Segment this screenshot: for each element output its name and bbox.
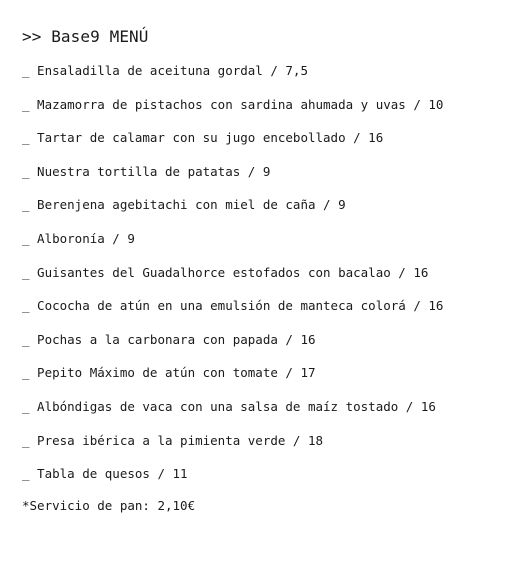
menu <box>22 26 502 515</box>
menu-item: _ Albóndigas de vaca con una salsa de maíz tostado / 16 <box>22 398 436 414</box>
menu-item: _ Pepito Máximo de atún con tomate / 17 <box>22 365 316 381</box>
menu-item: _ Alboronía / 9 <box>22 230 135 246</box>
menu-item: _ Pochas a la carbonara con papada / 16 <box>22 331 316 347</box>
menu-item: _ Mazamorra de pistachos con sardina ahumada y uvas / 10 <box>22 96 444 112</box>
menu-list <box>22 62 502 483</box>
menu-item: _ Presa ibérica a la pimienta verde / 18 <box>22 432 324 448</box>
bread-service-note: *Servicio de pan: 2,10€ <box>22 497 196 513</box>
menu-item: _ Cococha de atún en una emulsión de manteca colorá / 16 <box>22 298 444 314</box>
menu-item: _ Ensaladilla de aceituna gordal / 7,5 <box>22 63 308 78</box>
menu-title: >> Base9 MENÚ <box>22 27 149 46</box>
menu-item: _ Nuestra tortilla de patatas / 9 <box>22 163 271 179</box>
menu-item: _ Guisantes del Guadalhorce estofados con bacalao / 16 <box>22 264 429 280</box>
menu-item: _ Tartar de calamar con su jugo encebollado / 16 <box>22 130 384 146</box>
menu-item: _ Tabla de quesos / 11 <box>22 466 188 482</box>
menu-item: _ Berenjena agebitachi con miel de caña / 9 <box>22 197 346 213</box>
